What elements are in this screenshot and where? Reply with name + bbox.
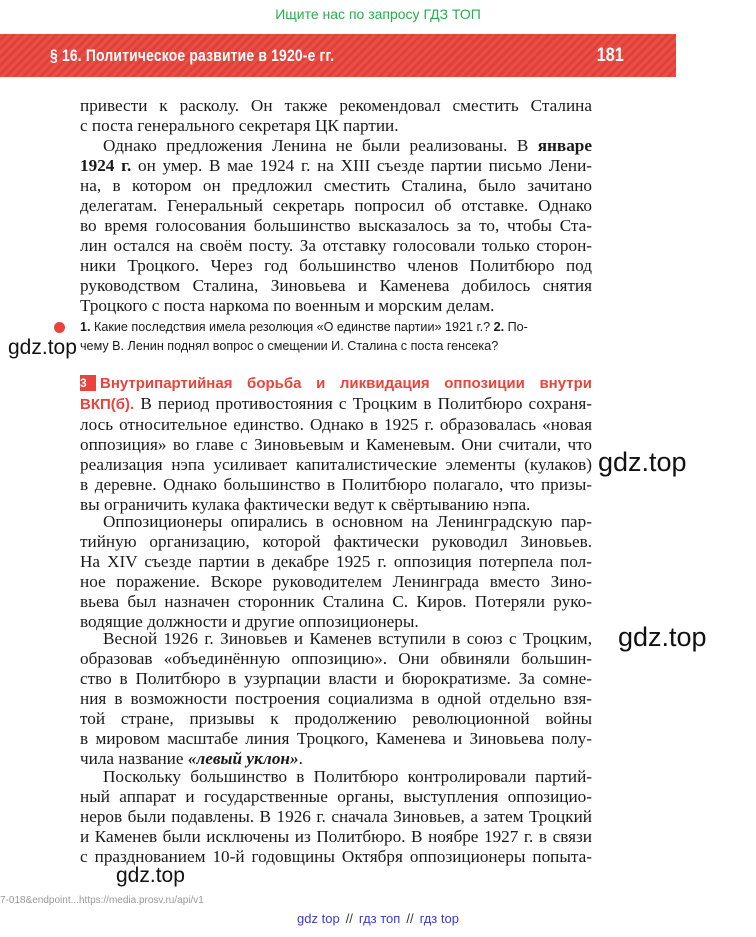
- text-line: привести к расколу. Он также рекомендовал сместить Сталина: [80, 96, 592, 115]
- emphasis-date: январе: [537, 136, 592, 155]
- text-line: на, в котором он предложил сместить Сталина, было зачитано: [80, 176, 592, 195]
- emphasis-term: «левый уклон»: [187, 749, 299, 768]
- text-line: с празднованием 10-й годовщины Октября оппозиционеры попыта-: [80, 847, 592, 866]
- paragraph-lenin-letter: [80, 136, 592, 316]
- paragraph-suppression: [80, 767, 592, 867]
- text-line: неров были подавлены. В 1926 г. сначала Зиновьев, а затем Троцкий: [80, 807, 592, 826]
- text-line: в деревне. Однако большинство в Политбюро полагало, что призы-: [80, 475, 592, 494]
- watermark: gdz.top: [116, 864, 185, 887]
- page-number: 181: [597, 45, 624, 66]
- text-run: В период противостояния с Троцким в Политбюро сохраня-: [134, 394, 592, 413]
- text-line: делегатам. Генеральный секретарь попросил об отставке. Однако: [80, 196, 592, 215]
- text-line: вьева был назначен сторонник Сталина С. Киров. Потеряли руко-: [80, 592, 592, 611]
- text-line: лось относительное единство. Однако в 1925 г. образовалась «новая: [80, 415, 592, 434]
- section-3: [80, 373, 592, 515]
- text-line: оппозиция» во главе с Зиновьевым и Каменевым. Они считали, что: [80, 435, 592, 454]
- text-line: той стране, призывы к продолжению революционной войны: [80, 709, 592, 728]
- text-line: с поста генерального секретаря ЦК партии.: [80, 116, 399, 135]
- question-text: Какие последствия имела резолюция «О единстве партии» 1921 г.?: [90, 320, 494, 334]
- chapter-title: § 16. Политическое развитие в 1920-е гг.: [50, 46, 335, 65]
- text-line: [80, 156, 592, 176]
- url-strip: 7-018&endpoint...https://media.prosv.ru/api/v1: [0, 895, 204, 906]
- review-questions: [80, 318, 600, 356]
- top-search-link[interactable]: Ищите нас по запросу ГДЗ ТОП: [275, 6, 481, 22]
- bottom-link[interactable]: гдз top: [419, 911, 459, 926]
- text-run: Однако предложения Ленина не были реализованы. В: [103, 136, 538, 155]
- section-heading-line: [80, 373, 592, 394]
- question-bullet-icon: [54, 322, 65, 333]
- watermark: gdz.top: [8, 336, 77, 359]
- text-line: [80, 136, 592, 156]
- question-line: чему В. Ленин поднял вопрос о смещении И. Сталина с поста генсека?: [80, 339, 499, 353]
- bottom-link[interactable]: гдз топ: [358, 911, 401, 926]
- text-line: Троцкого с поста наркома по военным и морским делам.: [80, 296, 495, 315]
- question-number: 1.: [80, 320, 91, 334]
- paragraph-leningrad: [80, 512, 592, 632]
- text-line: Оппозиционеры опирались в основном на Ленинградскую пар-: [103, 512, 592, 531]
- link-separator: //: [345, 911, 353, 926]
- chapter-header-band: [0, 34, 676, 77]
- text-line: в мировом масштабе линия Троцкого, Каменева и Зиновьева полу-: [80, 729, 592, 748]
- text-line: и Каменев были исключены из Политбюро. В ноябре 1927 г. в связи: [80, 827, 592, 846]
- text-line: водящие должности и другие оппозиционеры.: [80, 612, 419, 631]
- text-line: тийную организацию, которой фактически руководил Зиновьев.: [80, 532, 592, 551]
- text-line: ники Троцкого. Через год большинство членов Политбюро под: [80, 256, 592, 275]
- section-title: Внутрипартийная борьба и ликвидация оппозиции внутри: [100, 375, 592, 392]
- text-line: лин остался на своём посту. За отставку голосовали только сторон-: [80, 236, 592, 255]
- text-run: чила название: [80, 749, 188, 768]
- text-line: Весной 1926 г. Зиновьев и Каменев вступили в союз с Троцким,: [103, 629, 592, 648]
- question-number: 2.: [493, 320, 505, 334]
- text-line: [80, 394, 592, 415]
- watermark: gdz.top: [618, 622, 707, 652]
- emphasis-date: 1924 г.: [80, 156, 132, 175]
- bottom-link[interactable]: gdz top: [297, 911, 340, 926]
- paragraph-continuation: [80, 96, 592, 136]
- section-title: ВКП(б).: [80, 396, 135, 413]
- text-line: во время голосования большинство высказалось за то, чтобы Ста-: [80, 216, 592, 235]
- text-line: ния в возможности построения социализма в одной отдельно взя-: [80, 689, 592, 708]
- section-number-badge: 3: [80, 375, 96, 391]
- text-line: образовав «объединённую оппозицию». Они обвиняли большин-: [80, 649, 592, 668]
- text-line: ное поражение. Вскоре руководителем Ленинграда вместо Зино-: [80, 572, 592, 591]
- text-line: руководством Сталина, Зиновьева и Каменева добилось снятия: [80, 276, 592, 295]
- text-line: ство в Политбюро в узурпации власти и бюрократизме. За сомне-: [80, 669, 592, 688]
- text-line: Поскольку большинство в Политбюро контролировали партий-: [103, 767, 592, 786]
- text-line: реализация нэпа усиливает капиталистические элементы (кулаков): [80, 455, 592, 474]
- text-line: вы ограничить кулака фактически ведут к свёртыванию нэпа.: [80, 495, 531, 514]
- text-run: он умер. В мае 1924 г. на XIII съезде партии письмо Лени-: [131, 156, 592, 175]
- bottom-links: [0, 911, 756, 926]
- text-line: [80, 749, 592, 769]
- question-line: [80, 318, 600, 337]
- link-separator: //: [406, 911, 414, 926]
- paragraph-united-opposition: [80, 629, 592, 769]
- watermark: gdz.top: [598, 447, 687, 477]
- text-line: ный аппарат и государственные органы, выступления оппозицио-: [80, 787, 592, 806]
- text-run: .: [298, 749, 303, 768]
- text-line: На XIV съезде партии в декабре 1925 г. оппозиция потерпела пол-: [80, 552, 592, 571]
- question-text: По-: [504, 320, 528, 334]
